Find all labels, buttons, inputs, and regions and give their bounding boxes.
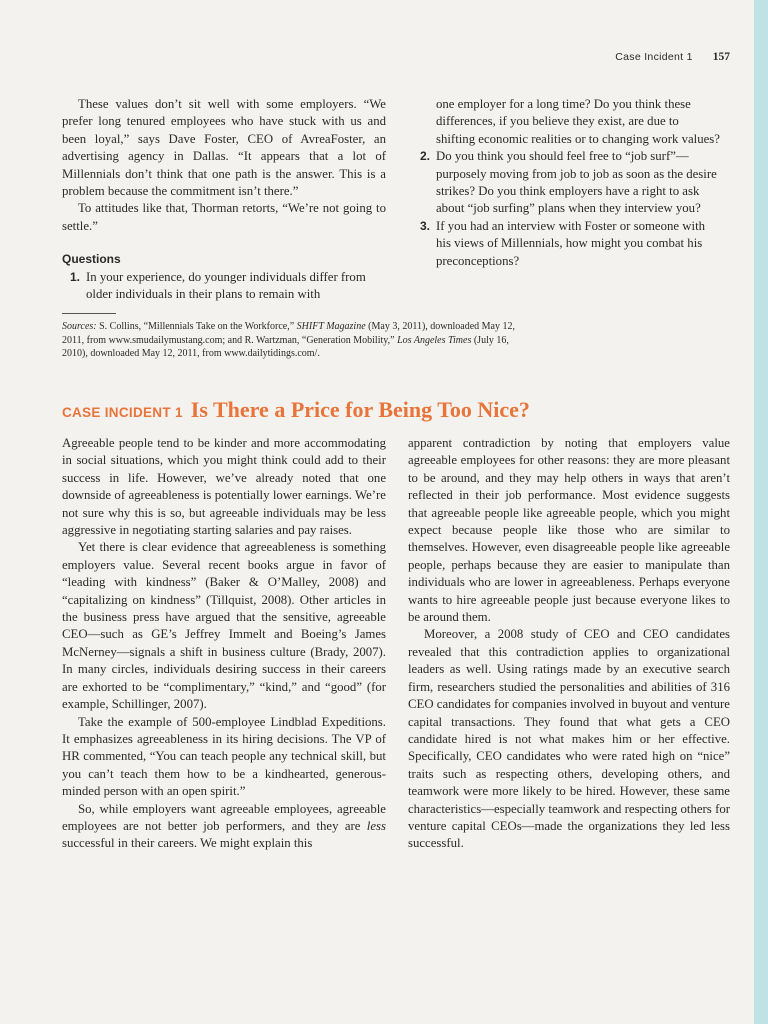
question-text: In your experience, do younger individuals differ from older individuals in their plans to remain with: [86, 269, 366, 302]
source-magazine: SHIFT Magazine: [296, 321, 366, 332]
top-right-column: [412, 96, 720, 270]
question-2: [412, 148, 720, 218]
paragraph: So, while employers want agreeable employees, agreeable employees are not better job performers, and they are less successful in their careers. We might explain this: [62, 801, 386, 851]
question-1-continued: [412, 96, 720, 148]
bottom-right-column: [408, 435, 730, 853]
page-edge-tab: [754, 0, 768, 1024]
case-title: Is There a Price for Being Too Nice?: [190, 397, 530, 422]
page-number: 157: [712, 51, 730, 63]
question-text: Do you think you should feel free to “job surf”—purposely moving from job to job as soon as the desire strikes? Do you think employers have a right to ask about “job surfing” plans when they interview you?: [436, 149, 717, 216]
paragraph: Moreover, a 2008 study of CEO and CEO candidates revealed that this contradiction applies to organizational leaders as well. Using ratings made by an executive search firm, researchers studied the personalities and abilities of 316 CEO candidates for companies involved in buyout and venture capital transactions. They found that what gets a CEO candidate hired is not what makes him or her effective. Specifically, CEO candidates who were rated high on “nice” traits such as respecting others, developing others, and teamwork were more likely to be hired. However, these same characteristics—especially teamwork and respecting others for venture capital CEOs—made the organizations they led less successful.: [408, 627, 730, 851]
sources-label: Sources:: [62, 321, 97, 332]
question-number: 3.: [419, 218, 430, 233]
question-text: If you had an interview with Foster or someone with his views of Millennials, how might you combat his preconceptions?: [436, 218, 706, 268]
sources-note: Sources: S. Collins, “Millennials Take on the Workforce,” SHIFT Magazine (May 3, 2011), downloaded May 12, 2011, from www.smudailymustang.com; and R. Wartzman, “Generation Mobility,” Los Angeles Times (July 16, 2010), downloaded May 12, 2011, from www.dailytidings.com/.: [62, 321, 515, 360]
paragraph: These values don’t sit well with some employers. “We prefer long tenured employees who have stuck with us and been loyal,” says Dave Foster, CEO of AvreaFoster, an advertising agency in Dallas. “It appears that a lot of Millennials don’t think that one path is the answer. This is a problem because the commitment isn’t there.”: [62, 97, 386, 199]
footnote-rule: [62, 313, 116, 314]
top-left-column: [62, 96, 386, 303]
running-head: [615, 51, 730, 63]
case-label: CASE INCIDENT 1: [62, 405, 183, 420]
bottom-left-column: [62, 435, 386, 853]
question-number: 2.: [419, 149, 430, 164]
paragraph: To attitudes like that, Thorman retorts, “We’re not going to settle.”: [62, 201, 386, 233]
running-head-title: Case Incident 1: [615, 51, 693, 63]
emphasis: less: [366, 818, 386, 833]
paragraph: apparent contradiction by noting that employers value agreeable employees for other reasons: they are more pleasant to be around, and they may help others in ways that aren’t reflected in their job performance. Most evidence suggests that agreeable people like agreeable people, which you might expect because people like those who are similar to themselves. However, even disagreeable people like agreeable people, perhaps because they are easier to manipulate than individuals who are lower in agreeableness. Perhaps everyone wants to hire agreeable people just because everyone likes to be around them.: [408, 436, 730, 625]
question-3: [412, 218, 720, 270]
questions-heading: Questions: [62, 252, 121, 267]
question-1: [62, 269, 386, 304]
paragraph: Yet there is clear evidence that agreeableness is something employers value. Several recent books argue in favor of “leading with kindness” (Baker & O’Malley, 2008) and “capitalizing on kindness” (Tillquist, 2008). Other articles in the business press have argued that the sensitive, agreeable CEO—such as GE’s Jeffrey Immelt and Boeing’s James McNerney—signals a shift in business culture (Brady, 2007). In many circles, individuals desiring success in their careers are exhorted to be “complimentary,” “kind,” and “good” (for example, Schillinger, 2007).: [62, 540, 386, 712]
question-text: one employer for a long time? Do you think these differences, if you believe they exist, are due to shifting economic realities or to changing work values?: [436, 97, 720, 146]
question-number: 1.: [69, 269, 80, 284]
case-incident-heading: [62, 397, 742, 423]
paragraph: Take the example of 500-employee Lindblad Expeditions. It emphasizes agreeableness in its hiring decisions. The VP of HR commented, “You can teach people any technical skill, but you can’t teach them how to be a kindhearted, generous-minded person with an open spirit.”: [62, 714, 386, 799]
paragraph: Agreeable people tend to be kinder and more accommodating in social situations, which you might think could add to their success in life. However, we’ve already noted that one downside of agreeableness is potentially lower earnings. We’re not sure why this is so, but agreeable individuals may be less aggressive in negotiating starting salaries and pay raises.: [62, 436, 386, 538]
source-newspaper: Los Angeles Times: [397, 334, 472, 346]
